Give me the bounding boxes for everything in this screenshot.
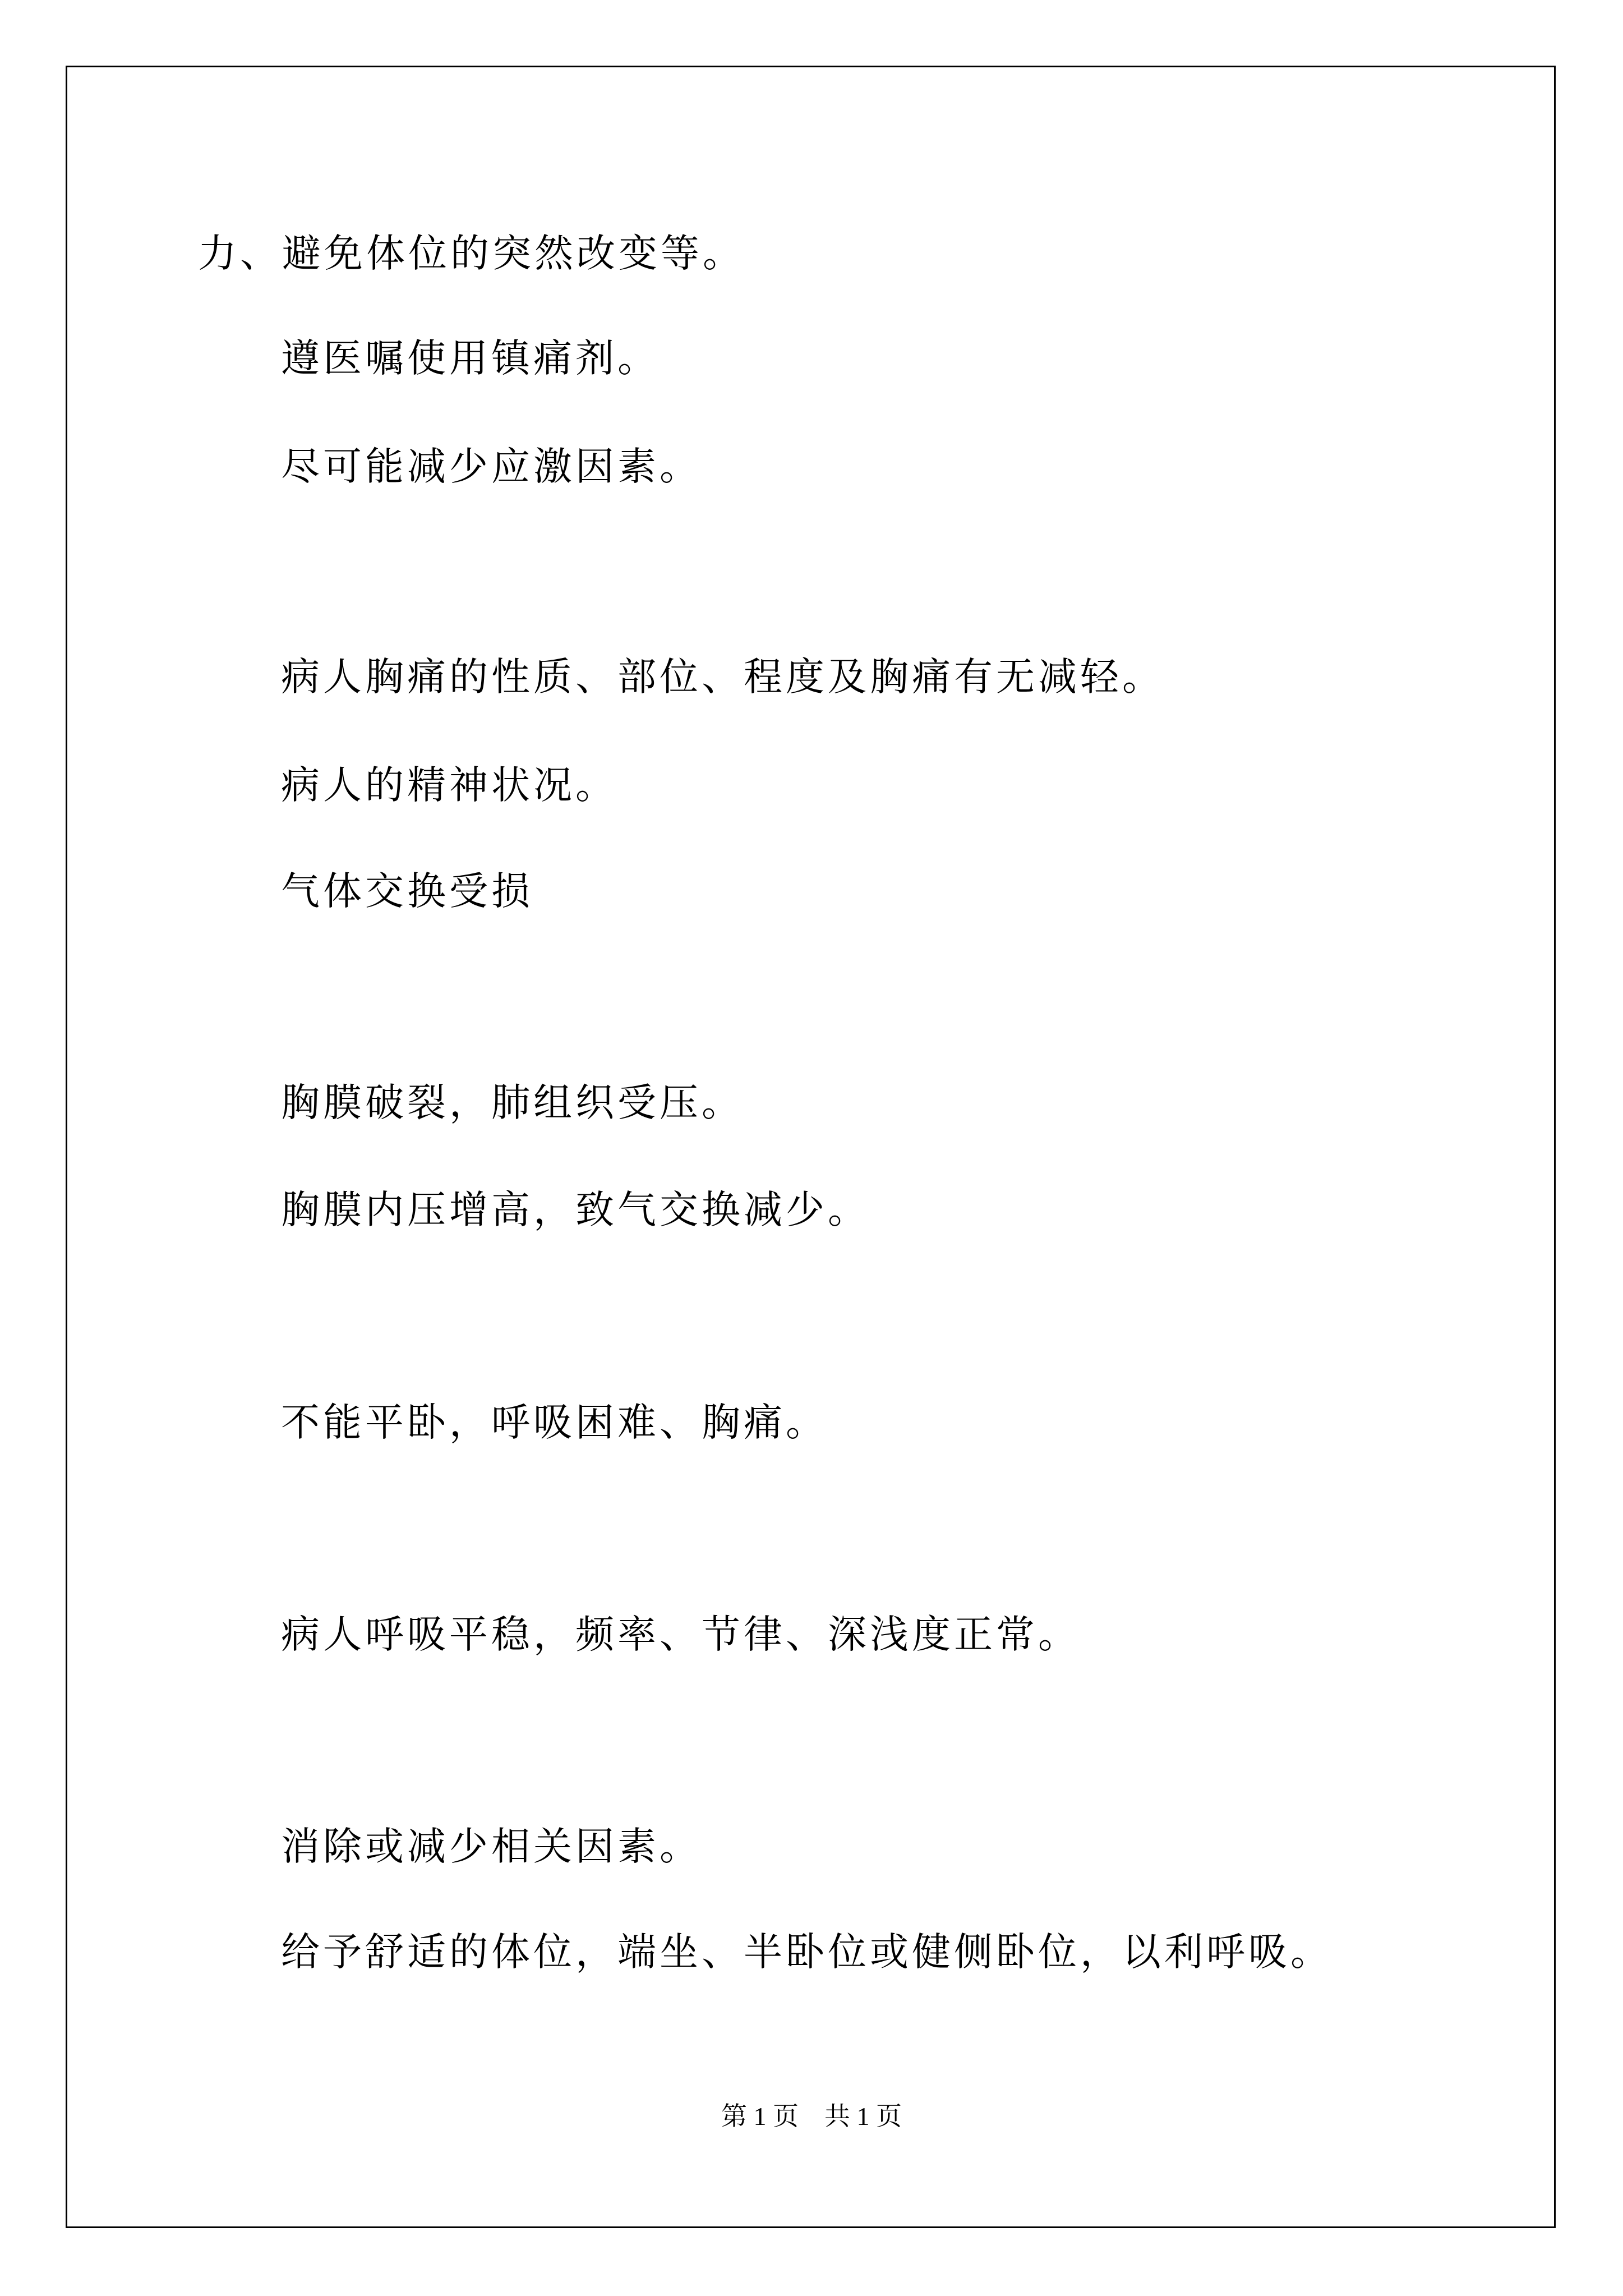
body-line-4: 病人胸痛的性质、部位、程度及胸痛有无减轻。 (281, 655, 1164, 700)
body-line-6: 气体交换受损 (281, 869, 533, 914)
body-line-7: 胸膜破裂，肺组织受压。 (281, 1080, 744, 1125)
body-line-3: 尽可能减少应激因素。 (281, 444, 702, 489)
body-line-2: 遵医嘱使用镇痛剂。 (281, 336, 660, 381)
page-footer: 第 1 页 共 1 页 (721, 2102, 902, 2131)
page-border (66, 66, 1556, 2228)
body-line-12: 给予舒适的体位，端坐、半卧位或健侧卧位，以利呼吸。 (281, 1930, 1332, 1975)
body-line-1: 力、避免体位的突然改变等。 (198, 231, 745, 276)
body-line-5: 病人的精神状况。 (281, 763, 617, 808)
body-line-11: 消除或减少相关因素。 (281, 1824, 702, 1869)
body-line-9: 不能平卧，呼吸困难、胸痛。 (281, 1400, 828, 1445)
body-line-8: 胸膜内压增高，致气交换减少。 (281, 1188, 870, 1232)
body-line-10: 病人呼吸平稳，频率、节律、深浅度正常。 (281, 1612, 1080, 1657)
